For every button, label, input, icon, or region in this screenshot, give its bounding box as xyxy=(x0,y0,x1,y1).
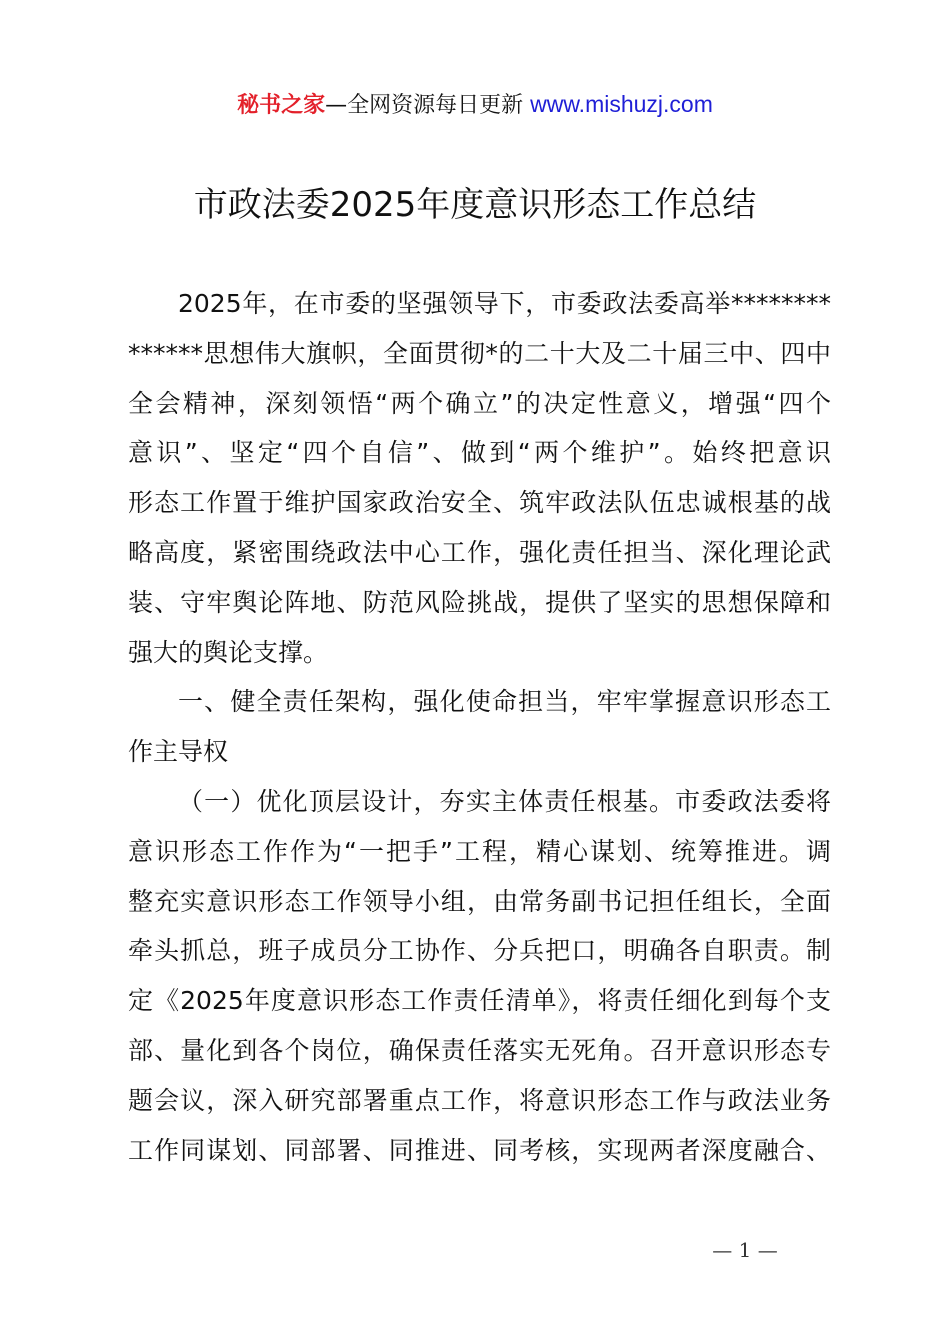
text-line: ******思想伟大旗帜，全面贯彻*的二十大及二十届三中、四中 xyxy=(128,338,831,368)
text-line: 整充实意识形态工作领导小组，由常务副书记担任组长，全面 xyxy=(128,886,831,916)
text-line: 2025年，在市委的坚强领导下，市委政法委高举******** xyxy=(178,289,831,318)
text-line: 定《2025年度意识形态工作责任清单》，将责任细化到每个支 xyxy=(128,986,831,1016)
banner-tagline: —全网资源每日更新 xyxy=(325,93,531,118)
text-line: 装、守牢舆论阵地、防范风险挑战，提供了坚实的思想保障和 xyxy=(128,587,831,617)
site-link[interactable]: www.mishuzj.com xyxy=(530,91,713,117)
text-line: 工作同谋划、同部署、同推进、同考核，实现两者深度融合、 xyxy=(128,1135,831,1165)
text-line: 全会精神，深刻领悟“两个确立”的决定性意义，增强“四个 xyxy=(128,388,831,418)
text-line: 形态工作置于维护国家政治安全、筑牢政法队伍忠诚根基的战 xyxy=(128,488,831,518)
text-line: 强大的舆论支撑。 xyxy=(128,637,329,667)
text-line: 题会议，深入研究部署重点工作，将意识形态工作与政法业务 xyxy=(128,1085,831,1115)
brand-name: 秘书之家 xyxy=(237,93,326,118)
text-line: 略高度，紧密围绕政法中心工作，强化责任担当、深化理论武 xyxy=(128,537,831,567)
text-line: （一）优化顶层设计，夯实主体责任根基。市委政法委将 xyxy=(178,786,831,816)
text-line: 一、健全责任架构，强化使命担当，牢牢掌握意识形态工 xyxy=(178,687,831,717)
text-line: 意识”、坚定“四个自信”、做到“两个维护”。始终把意识 xyxy=(128,438,831,468)
paragraph-subsection-1 xyxy=(128,777,831,1175)
document-body xyxy=(128,279,831,1175)
section-heading xyxy=(128,677,831,777)
text-line: 牵头抓总，班子成员分工协作、分兵把口，明确各自职责。制 xyxy=(128,936,831,966)
text-line: 意识形态工作作为“一把手”工程，精心谋划、统筹推进。调 xyxy=(128,836,831,866)
page-number: — 1 — xyxy=(712,1238,778,1262)
text-line: 作主导权 xyxy=(128,737,229,767)
text-line: 部、量化到各个岗位，确保责任落实无死角。召开意识形态专 xyxy=(128,1035,831,1065)
document-title: 市政法委2025年度意识形态工作总结 xyxy=(193,185,757,225)
site-banner xyxy=(0,88,950,122)
paragraph-intro xyxy=(128,279,831,677)
